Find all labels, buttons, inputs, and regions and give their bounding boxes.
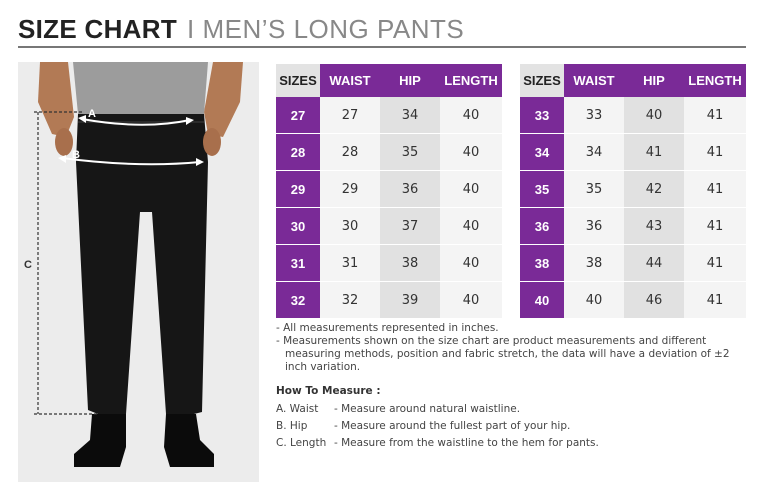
size-cell: 33 — [520, 97, 564, 134]
table-row — [520, 171, 746, 208]
left-arm — [38, 62, 74, 137]
hip-cell: 39 — [380, 282, 440, 319]
hip-cell: 46 — [624, 282, 684, 319]
pants — [76, 114, 208, 414]
col-waist: WAIST — [320, 64, 380, 97]
item-desc: - Measure around natural waistline. — [334, 403, 521, 415]
list-item — [276, 437, 599, 454]
hip-cell: 38 — [380, 245, 440, 282]
measurement-notes — [276, 322, 746, 374]
length-cell: 41 — [684, 171, 746, 208]
col-sizes: SIZES — [520, 64, 564, 97]
waist-cell: 34 — [564, 134, 624, 171]
hip-cell: 36 — [380, 171, 440, 208]
right-shoe — [164, 414, 214, 467]
table-row — [276, 282, 502, 319]
size-cell: 36 — [520, 208, 564, 245]
table-row — [520, 134, 746, 171]
length-cell: 41 — [684, 245, 746, 282]
list-item — [276, 403, 599, 420]
table-row — [520, 97, 746, 134]
item-desc: - Measure from the waistline to the hem for pants. — [334, 437, 599, 449]
waist-cell: 40 — [564, 282, 624, 319]
length-cell: 41 — [684, 282, 746, 319]
length-cell: 40 — [440, 282, 502, 319]
left-shoe — [74, 414, 126, 467]
header-divider — [18, 46, 746, 48]
table-row — [276, 134, 502, 171]
item-desc: - Measure around the fullest part of your hip. — [334, 420, 571, 432]
length-cell: 41 — [684, 208, 746, 245]
length-cell: 40 — [440, 208, 502, 245]
size-cell: 34 — [520, 134, 564, 171]
hip-cell: 35 — [380, 134, 440, 171]
table-row — [276, 245, 502, 282]
col-length: LENGTH — [684, 64, 746, 97]
size-cell: 38 — [520, 245, 564, 282]
table-row — [520, 208, 746, 245]
length-cell: 41 — [684, 134, 746, 171]
table-row — [520, 245, 746, 282]
size-table-right — [520, 64, 746, 319]
size-cell: 40 — [520, 282, 564, 319]
length-cell: 40 — [440, 171, 502, 208]
col-length: LENGTH — [440, 64, 502, 97]
label-c: C — [24, 259, 32, 271]
length-cell: 41 — [684, 97, 746, 134]
hip-cell: 41 — [624, 134, 684, 171]
item-key: C. Length — [276, 437, 327, 449]
note-inches: - All measurements represented in inches. — [276, 322, 499, 334]
note-deviation: - Measurements shown on the size chart are product measurements and different measuring methods, position and fabric stretch, the data will have a deviation of ±2 inch variation. — [276, 335, 730, 373]
size-cell: 29 — [276, 171, 320, 208]
waist-cell: 38 — [564, 245, 624, 282]
how-to-measure — [276, 385, 599, 454]
table-row — [276, 208, 502, 245]
right-arm — [204, 62, 243, 137]
col-waist: WAIST — [564, 64, 624, 97]
hip-cell: 44 — [624, 245, 684, 282]
item-key: A. Waist — [276, 403, 319, 415]
length-cell: 40 — [440, 245, 502, 282]
waist-cell: 32 — [320, 282, 380, 319]
size-cell: 28 — [276, 134, 320, 171]
page-title — [18, 14, 464, 48]
length-cell: 40 — [440, 134, 502, 171]
waist-cell: 29 — [320, 171, 380, 208]
item-key: B. Hip — [276, 420, 308, 432]
table-row — [520, 282, 746, 319]
table-header-row — [276, 64, 502, 97]
size-table-left — [276, 64, 502, 319]
waist-cell: 31 — [320, 245, 380, 282]
list-item — [276, 420, 599, 437]
waist-cell: 27 — [320, 97, 380, 134]
col-hip: HIP — [380, 64, 440, 97]
waist-cell: 35 — [564, 171, 624, 208]
table-row — [276, 97, 502, 134]
hip-cell: 37 — [380, 208, 440, 245]
col-sizes: SIZES — [276, 64, 320, 97]
label-b: B — [72, 149, 80, 161]
size-cell: 32 — [276, 282, 320, 319]
size-cell: 31 — [276, 245, 320, 282]
col-hip: HIP — [624, 64, 684, 97]
title-category: I MEN’S LONG PANTS — [187, 14, 465, 44]
table-header-row — [520, 64, 746, 97]
hip-cell: 42 — [624, 171, 684, 208]
table-row — [276, 171, 502, 208]
shirt — [73, 62, 208, 114]
pants-model-figure — [18, 62, 259, 482]
length-cell: 40 — [440, 97, 502, 134]
hip-cell: 43 — [624, 208, 684, 245]
hip-cell: 40 — [624, 97, 684, 134]
label-a: A — [88, 108, 96, 120]
waist-cell: 36 — [564, 208, 624, 245]
how-to-title: How To Measure : — [276, 385, 381, 397]
waist-cell: 28 — [320, 134, 380, 171]
title-size-chart: SIZE CHART — [18, 14, 177, 44]
size-cell: 35 — [520, 171, 564, 208]
size-cell: 27 — [276, 97, 320, 134]
waist-cell: 33 — [564, 97, 624, 134]
hip-cell: 34 — [380, 97, 440, 134]
waist-cell: 30 — [320, 208, 380, 245]
size-cell: 30 — [276, 208, 320, 245]
